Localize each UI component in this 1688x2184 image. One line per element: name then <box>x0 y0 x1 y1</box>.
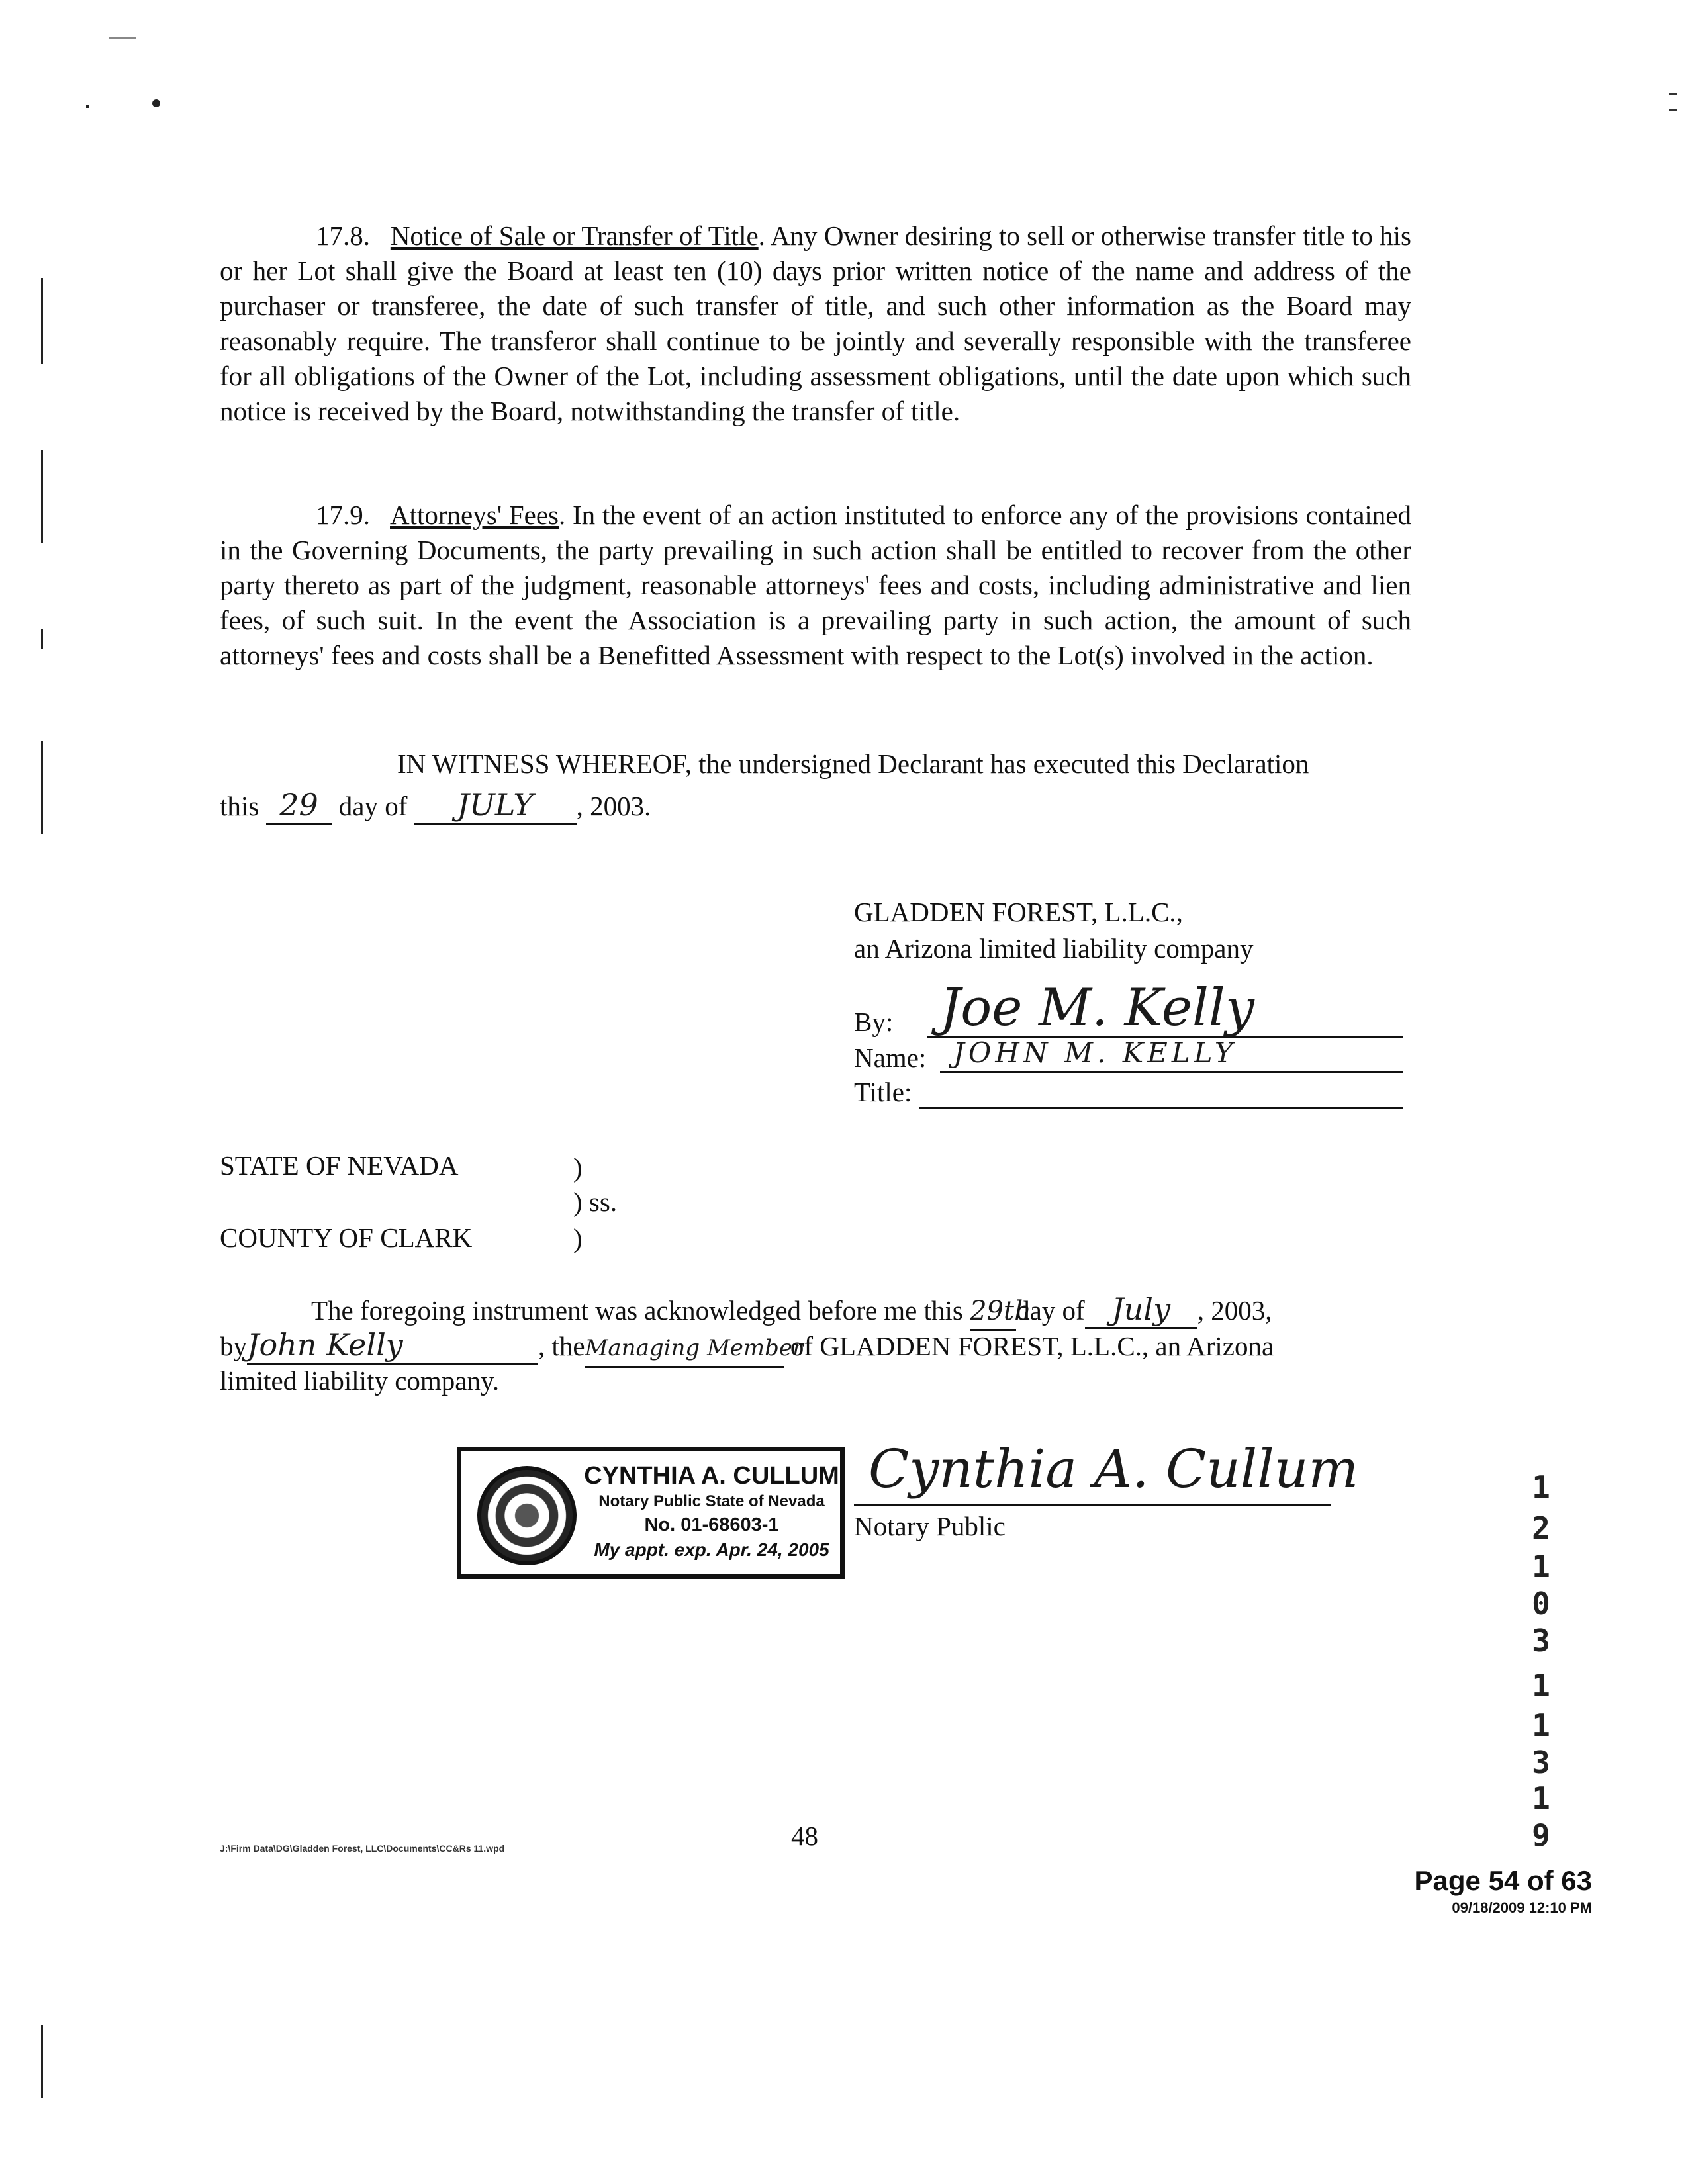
ack-day: 29th <box>970 1294 1016 1331</box>
notary-signature: Cynthia A. Cullum <box>868 1438 1359 1500</box>
title-line <box>919 1107 1403 1109</box>
stamp-name: CYNTHIA A. CULLUM <box>584 1462 839 1490</box>
acknowledgment-line-3: limited liability company. <box>220 1365 500 1396</box>
margin-bar <box>41 278 43 364</box>
by-label: By: <box>854 1007 894 1037</box>
footer-file-path: J:\Firm Data\DG\Gladden Forest, LLC\Documents\CC&Rs 11.wpd <box>220 1843 505 1854</box>
edge-mark <box>1669 109 1677 111</box>
by-signature: Joe M. Kelly <box>940 978 1254 1038</box>
margin-bar <box>41 2025 43 2098</box>
footer-page-of: Page 54 of 63 <box>1414 1865 1592 1896</box>
notary-stamp-text <box>581 1461 843 1563</box>
notary-label: Notary Public <box>854 1511 1006 1541</box>
acknowledgment-line-2: byJohn Kelly , theManaging Member of GLADDEN FOREST, L.L.C., an Arizona <box>220 1328 1411 1368</box>
witness-line: IN WITNESS WHEREOF, the undersigned Declarant has executed this Declaration <box>397 749 1309 779</box>
notary-stamp <box>457 1447 845 1579</box>
acknowledgment-line-1: The foregoing instrument was acknowledged before me this 29thday of July , 2003, <box>311 1292 1436 1331</box>
section-17-9: 17.9. Attorneys' Fees. In the event of an action instituted to enforce any of the provisions contained in the Governing Documents, the party prevailing in such action shall be entitled to recover from the other party thereto as part of the judgment, reasonable attorneys' fees and costs, including administrative and lien fees, of such suit. In the event the Association is a prevailing party in such action, the amount of such attorneys' fees and costs shall be a Benefitted Assessment with respect to the Lot(s) involved in the action. <box>220 500 1411 670</box>
title-label: Title: <box>854 1077 912 1107</box>
footer-timestamp: 09/18/2009 12:10 PM <box>1452 1899 1592 1916</box>
margin-bar <box>41 450 43 543</box>
ack-month: July <box>1085 1292 1197 1329</box>
venue-state: STATE OF NEVADA <box>220 1150 459 1181</box>
margin-bar <box>41 741 43 834</box>
footer-page-number: 48 <box>791 1821 818 1851</box>
top-mark: — <box>109 21 136 50</box>
section-number: 17.9. <box>316 500 370 530</box>
venue-paren-1: ) <box>573 1152 583 1183</box>
edge-mark <box>1669 93 1677 95</box>
witness-day: 29 <box>266 788 332 825</box>
venue-paren-2: ) <box>573 1223 583 1253</box>
stamp-number: No. 01-68603-1 <box>644 1514 779 1535</box>
section-heading: Notice of Sale or Transfer of Title <box>390 220 759 251</box>
section-text: In the event of an action instituted to enforce any of the provisions contained in the Governing Documents, the party prevailing in such action shall be entitled to recover from the other party thereto as part of the judgment, reasonable attorneys' fees and costs, including administrative and lien fees, of such suit. In the event the Association is a prevailing party in such action, the amount of such attorneys' fees and costs shall be a Benefitted Assessment with respect to the Lot(s) involved in the action. <box>220 500 1411 670</box>
scan-speck <box>152 99 160 107</box>
company-description: an Arizona limited liability company <box>854 933 1254 964</box>
name-value: JOHN M. KELLY <box>953 1036 1237 1069</box>
venue-county: COUNTY OF CLARK <box>220 1222 473 1253</box>
scan-speck <box>86 105 89 108</box>
section-number: 17.8. <box>316 220 370 251</box>
notary-signature-line <box>854 1504 1331 1506</box>
margin-bar <box>41 629 43 649</box>
ack-by-name: John Kelly <box>247 1328 538 1365</box>
document-page: — 17.8. Notice of Sale or Transfer of Title. Any Owner desiring to sell or otherwise transfer title to his or her Lot shall give the Board at least ten (10) days prior written notice of the name and address of the purchaser or transferee, the date of such transfer of title, and such other information as the Board may reasonably require. The transferor shall continue to be jointly and severally responsible with the transferee for all obligations of the Owner of the Lot, including assessment obligations, until the date upon which such notice is received by the Board, notwithstanding the transfer of title. 17.9. Attorneys' Fees. In the event of an action instituted to enforce any of the provisions contained in the Governing Documents, the party prevailing in such action shall be entitled to recover from the other party thereto as part of the judgment, reasonable attorneys' fees and costs, including administrative and lien fees, of such suit. In the event the Association is a prevailing party in such action, the amount of such attorneys' fees and costs shall be a Benefitted Assessment with respect to the Lot(s) involved in the action. IN WITNESS WHEREOF, the undersigned Declarant has executed this Declaration this 29 day of JULY , 2003. GLADDEN FOREST, L.L.C., an Arizona limited liability company By: Joe M. Kelly Name: JOHN M. KELLY Title: STATE OF NEVADA ) ) ss. COUNTY OF CLARK ) The foregoing instrument was acknowledged before me this 29thday of July , 2003, byJohn Kelly , theManaging Member of GLADDEN FOREST, L.L.C., an Arizona limited liability company. CYNTHIA A. CULLUM Notary Public State of Nevada No. 01-68603-1 My appt. exp. Apr. 24, 2005 Cynthia A. Cullum Notary Public 1 2 1 0 3 1 1 3 1 9 J:\Firm Data\DG\Gladden Forest, LLC\Documents\CC&Rs 11.wpd 48 Page 54 of 63 09/18/2009 12:10 PM <box>0 0 1688 2184</box>
stamp-expiry: My appt. exp. Apr. 24, 2005 <box>594 1539 829 1560</box>
company-name: GLADDEN FOREST, L.L.C., <box>854 897 1183 927</box>
venue-ss: ) ss. <box>573 1187 618 1217</box>
notary-seal-icon <box>477 1466 577 1565</box>
witness-month: JULY <box>414 788 577 825</box>
name-line <box>940 1071 1403 1073</box>
section-17-8: 17.8. Notice of Sale or Transfer of Title. Any Owner desiring to sell or otherwise transfer title to his or her Lot shall give the Board at least ten (10) days prior written notice of the name and address of the purchaser or transferee, the date of such transfer of title, and such other information as the Board may reasonably require. The transferor shall continue to be jointly and severally responsible with the transferee for all obligations of the Owner of the Lot, including assessment obligations, until the date upon which such notice is received by the Board, notwithstanding the transfer of title. <box>220 220 1411 426</box>
section-heading: Attorneys' Fees <box>390 500 559 530</box>
ack-role: Managing Member <box>585 1331 784 1368</box>
witness-date-line: this 29 day of JULY , 2003. <box>220 788 1147 825</box>
section-text: Any Owner desiring to sell or otherwise transfer title to his or her Lot shall give the Board at least ten (10) days prior written notice of the name and address of the purchaser or transferee, the date of such transfer of title, and such other information as the Board may reasonably require. The transferor shall continue to be jointly and severally responsible with the transferee for all obligations of the Owner of the Lot, including assessment obligations, until the date upon which such notice is received by the Board, notwithstanding the transfer of title. <box>220 220 1411 426</box>
stamp-state: Notary Public State of Nevada <box>598 1492 825 1510</box>
name-label: Name: <box>854 1042 927 1073</box>
